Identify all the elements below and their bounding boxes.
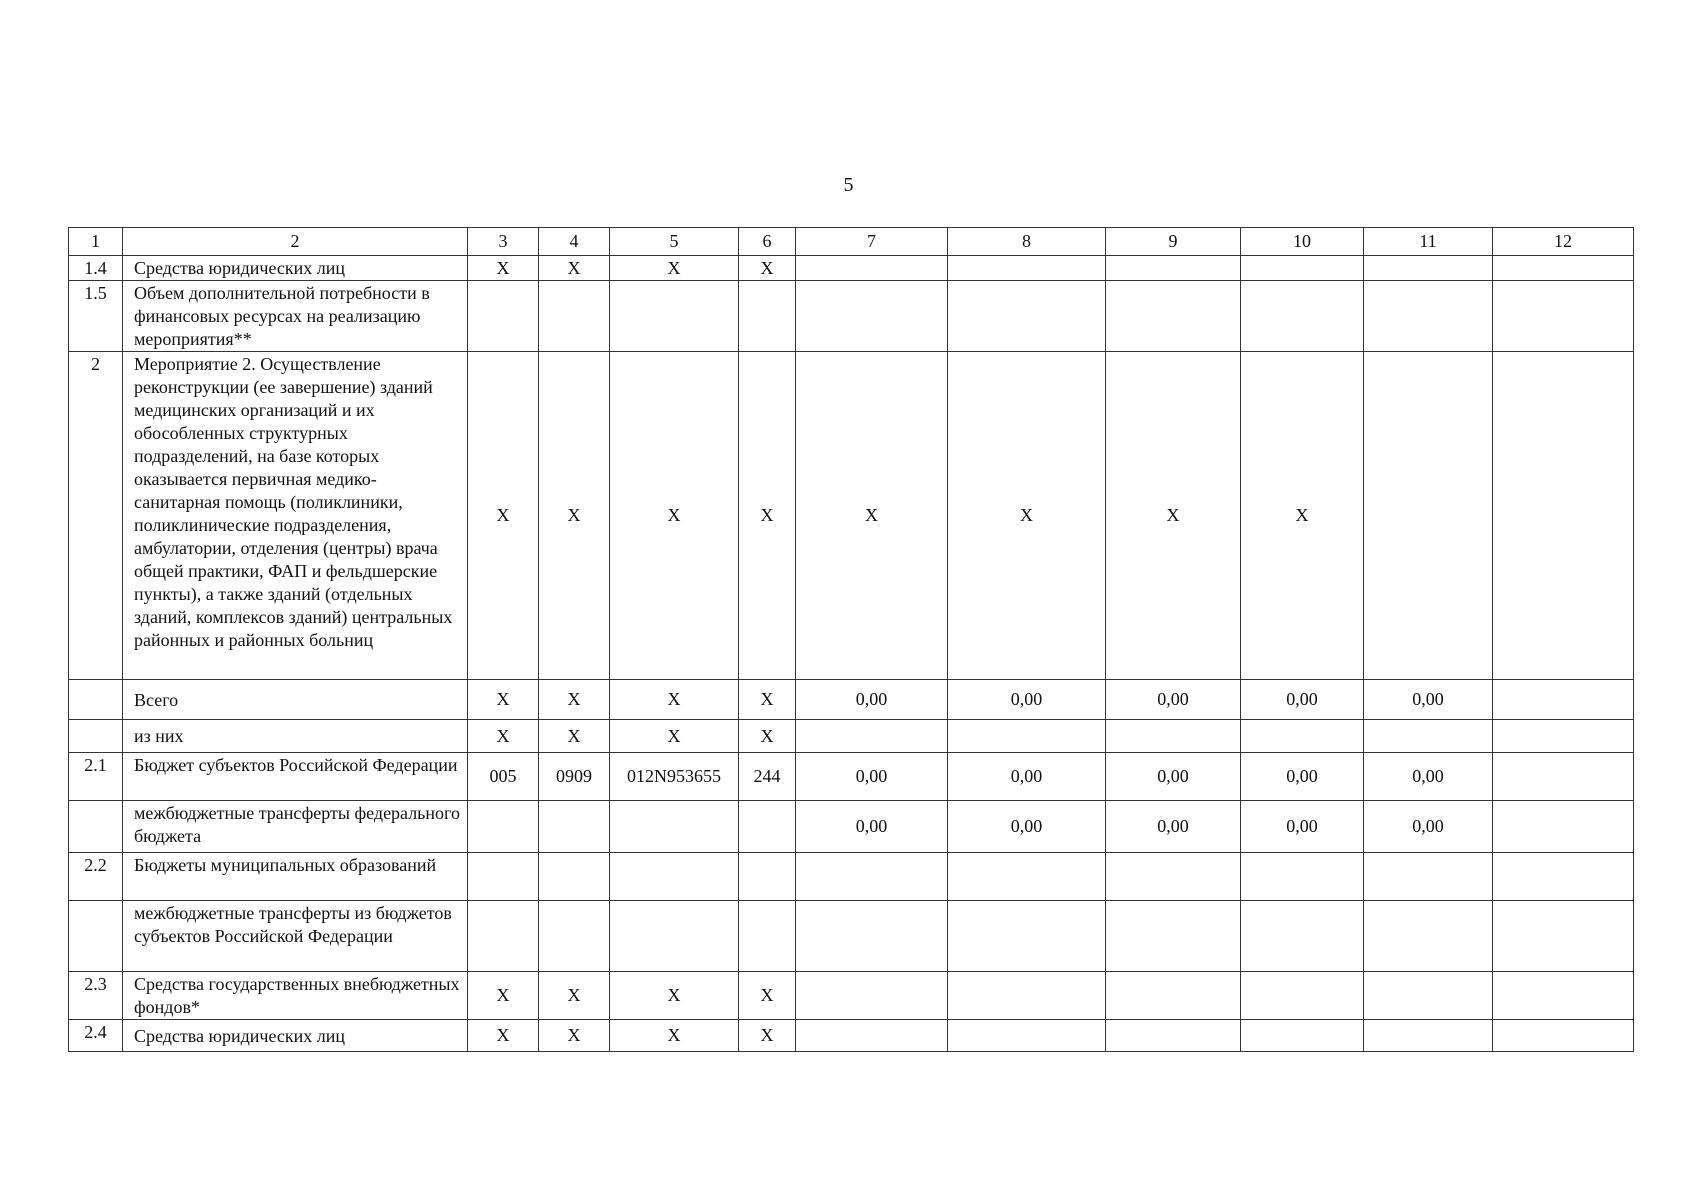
table-cell xyxy=(610,801,739,853)
table-cell xyxy=(539,901,610,972)
row-number: 2.3 xyxy=(69,972,123,1020)
row-name: Средства юридических лиц xyxy=(123,256,468,281)
table-cell xyxy=(796,901,948,972)
table-cell xyxy=(610,281,739,352)
table-cell: X xyxy=(468,972,539,1020)
table-cell xyxy=(739,853,796,901)
row-number: 2.1 xyxy=(69,753,123,801)
header-cell: 11 xyxy=(1364,228,1493,256)
header-cell: 6 xyxy=(739,228,796,256)
table-cell: X xyxy=(739,720,796,753)
table-cell xyxy=(948,901,1106,972)
table-cell: 0,00 xyxy=(796,801,948,853)
row-number xyxy=(69,801,123,853)
table-cell: 0909 xyxy=(539,753,610,801)
row-number: 2 xyxy=(69,352,123,680)
table-cell: X xyxy=(610,972,739,1020)
table-cell: 0,00 xyxy=(1241,801,1364,853)
table-cell xyxy=(539,853,610,901)
table-cell: X xyxy=(610,352,739,680)
table-cell xyxy=(796,256,948,281)
table-row xyxy=(69,1020,1634,1052)
table-cell: 0,00 xyxy=(1241,753,1364,801)
header-cell: 9 xyxy=(1106,228,1241,256)
table-row xyxy=(69,720,1634,753)
row-number xyxy=(69,901,123,972)
table-cell xyxy=(1493,256,1634,281)
table-cell xyxy=(1241,720,1364,753)
table-cell xyxy=(1364,901,1493,972)
table-cell: X xyxy=(1241,352,1364,680)
table-cell xyxy=(1364,281,1493,352)
table-cell xyxy=(796,281,948,352)
table-cell: 0,00 xyxy=(1106,680,1241,720)
table-cell: X xyxy=(539,680,610,720)
header-cell: 12 xyxy=(1493,228,1634,256)
table-cell: X xyxy=(539,352,610,680)
table-cell: X xyxy=(468,720,539,753)
table-cell xyxy=(796,853,948,901)
table-cell xyxy=(948,853,1106,901)
table-cell xyxy=(1106,281,1241,352)
table-cell: X xyxy=(468,352,539,680)
table-cell xyxy=(796,720,948,753)
table-cell: X xyxy=(539,256,610,281)
row-number: 2.4 xyxy=(69,1020,123,1052)
header-cell: 1 xyxy=(69,228,123,256)
row-name: Средства государственных внебюджетных фондов* xyxy=(123,972,468,1020)
table-cell xyxy=(1106,972,1241,1020)
table-cell: 0,00 xyxy=(1106,753,1241,801)
table-row xyxy=(69,680,1634,720)
header-cell: 3 xyxy=(468,228,539,256)
table-row xyxy=(69,901,1634,972)
table-cell: X xyxy=(539,1020,610,1052)
table-cell xyxy=(1493,1020,1634,1052)
table-cell xyxy=(739,801,796,853)
header-cell: 5 xyxy=(610,228,739,256)
table-cell xyxy=(1493,680,1634,720)
budget-table xyxy=(68,227,1634,1052)
table-row xyxy=(69,753,1634,801)
row-name: Объем дополнительной потребности в финансовых ресурсах на реализацию мероприятия** xyxy=(123,281,468,352)
table-cell: X xyxy=(739,680,796,720)
table-cell: 0,00 xyxy=(1364,680,1493,720)
table-row xyxy=(69,972,1634,1020)
table-cell: X xyxy=(739,256,796,281)
table-cell: 012N953655 xyxy=(610,753,739,801)
table-cell xyxy=(1493,720,1634,753)
table-cell: 0,00 xyxy=(948,753,1106,801)
row-name: Бюджет субъектов Российской Федерации xyxy=(123,753,468,801)
table-cell xyxy=(1493,753,1634,801)
page-number: 5 xyxy=(843,174,854,196)
table-cell xyxy=(1106,853,1241,901)
table-cell: 0,00 xyxy=(796,680,948,720)
row-number: 1.4 xyxy=(69,256,123,281)
header-cell: 10 xyxy=(1241,228,1364,256)
table-cell: 0,00 xyxy=(1106,801,1241,853)
table-cell: X xyxy=(948,352,1106,680)
table-cell: 0,00 xyxy=(1364,801,1493,853)
table-cell: X xyxy=(610,720,739,753)
table-cell xyxy=(796,972,948,1020)
table-cell xyxy=(468,281,539,352)
table-cell xyxy=(468,901,539,972)
row-number xyxy=(69,720,123,753)
row-name: межбюджетные трансферты из бюджетов субъектов Российской Федерации xyxy=(123,901,468,972)
table-cell xyxy=(739,281,796,352)
row-name: Мероприятие 2. Осуществление реконструкции (ее завершение) зданий медицинских организаций и их обособленных структурных подразделений, на базе которых оказывается первичная медико-санитарная помощь (поликлиники, поликлинические подразделения, амбулатории, отделения (центры) врача общей практики, ФАП и фельдшерские пункты), а также зданий (отдельных зданий, комплексов зданий) центральных районных и районных больниц xyxy=(123,352,468,680)
table-cell xyxy=(948,720,1106,753)
table-cell xyxy=(1364,352,1493,680)
table-cell xyxy=(1241,256,1364,281)
table-header-row xyxy=(69,228,1634,256)
header-cell: 4 xyxy=(539,228,610,256)
row-name: Всего xyxy=(123,680,468,720)
table-cell xyxy=(468,853,539,901)
table-cell xyxy=(948,1020,1106,1052)
table-cell: X xyxy=(468,1020,539,1052)
table-cell: X xyxy=(739,352,796,680)
row-name: Бюджеты муниципальных образований xyxy=(123,853,468,901)
table-cell: X xyxy=(739,1020,796,1052)
row-number xyxy=(69,680,123,720)
table-cell xyxy=(539,801,610,853)
table-cell xyxy=(796,1020,948,1052)
table-cell: X xyxy=(468,256,539,281)
table-cell xyxy=(1364,972,1493,1020)
row-number: 1.5 xyxy=(69,281,123,352)
table-cell xyxy=(1106,720,1241,753)
table-cell xyxy=(1493,853,1634,901)
header-cell: 8 xyxy=(948,228,1106,256)
table-cell xyxy=(1493,901,1634,972)
table-cell xyxy=(1364,720,1493,753)
table-row xyxy=(69,352,1634,680)
table-row xyxy=(69,853,1634,901)
table-row xyxy=(69,281,1634,352)
table-cell xyxy=(468,801,539,853)
table-cell: 0,00 xyxy=(948,680,1106,720)
table-row xyxy=(69,256,1634,281)
table-cell: 0,00 xyxy=(1364,753,1493,801)
table-cell xyxy=(948,972,1106,1020)
table-cell xyxy=(1493,801,1634,853)
table-cell: 0,00 xyxy=(796,753,948,801)
table-cell xyxy=(539,281,610,352)
table-cell xyxy=(1364,256,1493,281)
table-cell xyxy=(1106,256,1241,281)
table-cell xyxy=(1241,1020,1364,1052)
table-cell: X xyxy=(539,972,610,1020)
header-cell: 7 xyxy=(796,228,948,256)
row-number: 2.2 xyxy=(69,853,123,901)
table-cell xyxy=(1364,853,1493,901)
table-cell: 244 xyxy=(739,753,796,801)
table-cell xyxy=(1493,972,1634,1020)
table-cell xyxy=(1493,281,1634,352)
table-row xyxy=(69,801,1634,853)
row-name: межбюджетные трансферты федерального бюджета xyxy=(123,801,468,853)
row-name: из них xyxy=(123,720,468,753)
table-cell: X xyxy=(1106,352,1241,680)
table-cell: 005 xyxy=(468,753,539,801)
table-cell: X xyxy=(796,352,948,680)
table-cell xyxy=(610,853,739,901)
table-cell xyxy=(1106,1020,1241,1052)
table-cell: X xyxy=(610,1020,739,1052)
table-cell xyxy=(948,256,1106,281)
table-cell xyxy=(610,901,739,972)
header-cell: 2 xyxy=(123,228,468,256)
table-cell xyxy=(1241,972,1364,1020)
table-cell xyxy=(948,281,1106,352)
table-cell xyxy=(1106,901,1241,972)
table-cell xyxy=(1241,853,1364,901)
table-cell xyxy=(1241,901,1364,972)
table-cell: X xyxy=(468,680,539,720)
table-cell xyxy=(1493,352,1634,680)
table-cell: X xyxy=(610,256,739,281)
table-cell: 0,00 xyxy=(1241,680,1364,720)
table-cell: X xyxy=(610,680,739,720)
table-cell: X xyxy=(539,720,610,753)
table-cell xyxy=(1364,1020,1493,1052)
table-cell: X xyxy=(739,972,796,1020)
table-cell: 0,00 xyxy=(948,801,1106,853)
table-cell xyxy=(1241,281,1364,352)
row-name: Средства юридических лиц xyxy=(123,1020,468,1052)
table-cell xyxy=(739,901,796,972)
